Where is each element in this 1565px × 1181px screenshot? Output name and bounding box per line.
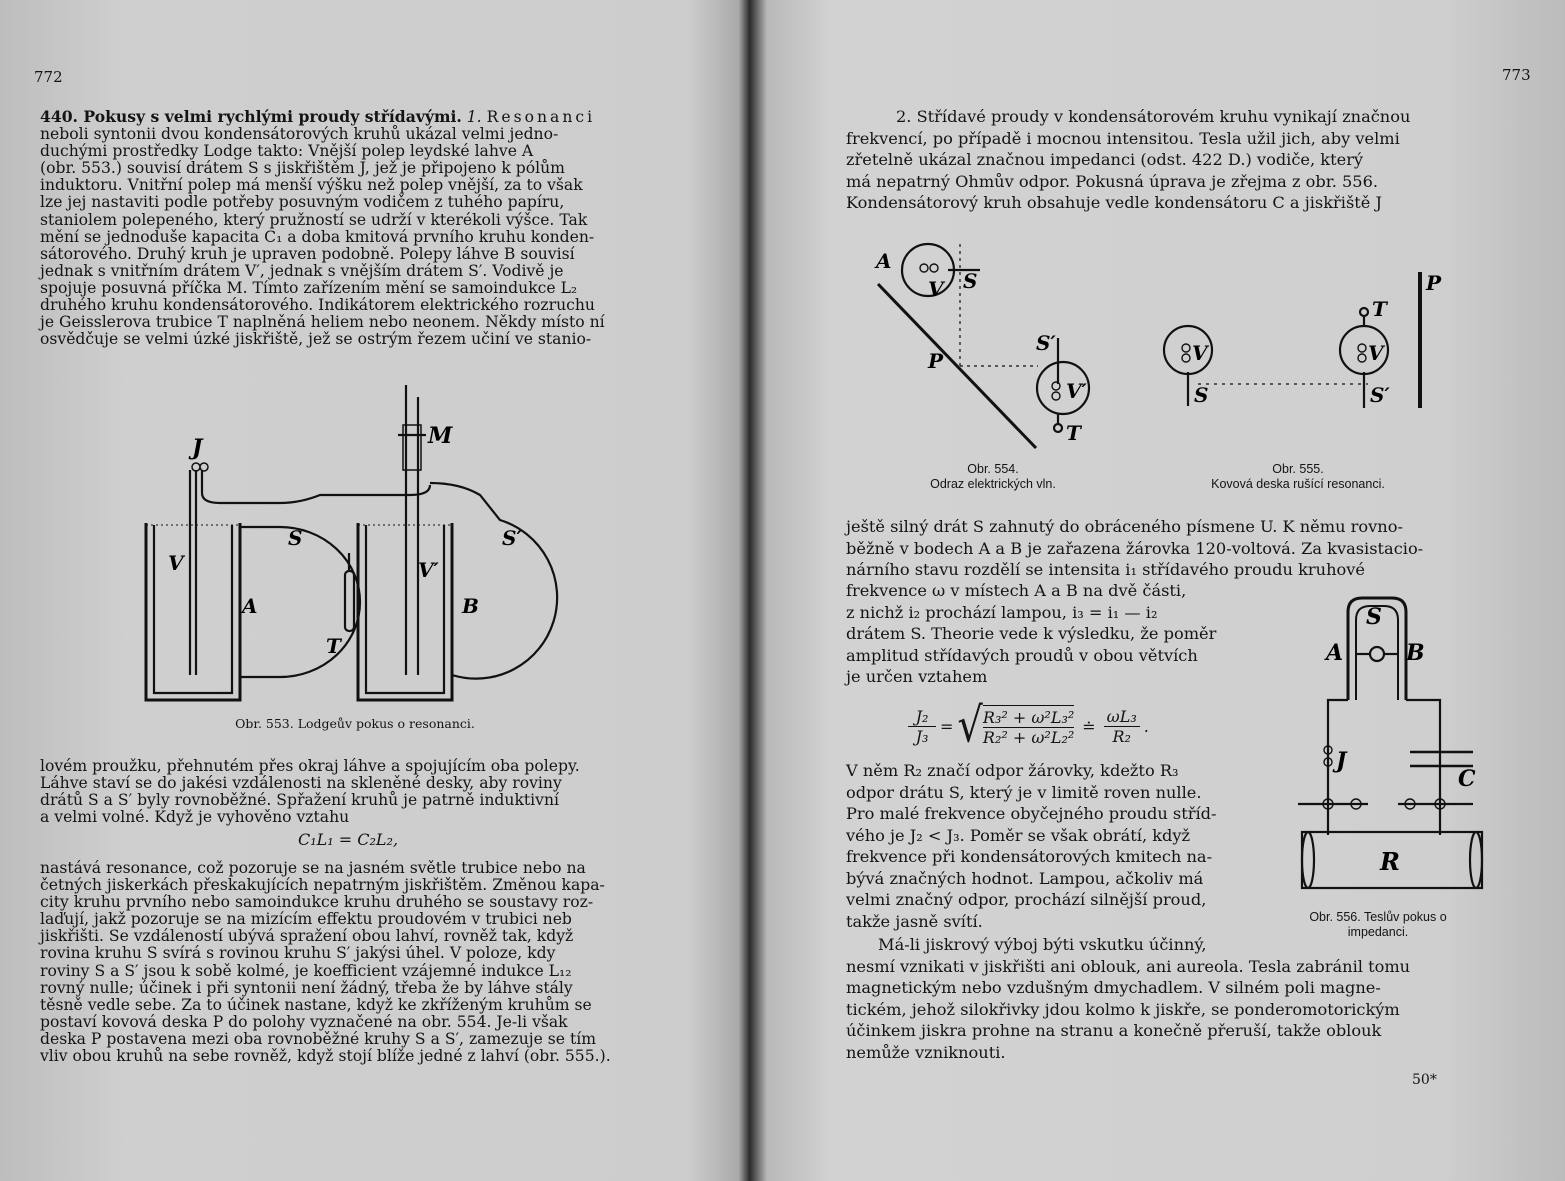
text-line: těsně vedle sebe. Za to účinek nastane, když ke zkříženým kruhům se xyxy=(40,995,592,1014)
text-line: nárního stavu rozdělí se intensita i₁ střídavého proudu kruhové xyxy=(846,560,1365,579)
text-line: duchými prostředky Lodge takto: Vnější polep leydské lahve A xyxy=(40,142,534,161)
text-line: tickém, jehož silokřivky jdou kolmo k jiskře, se ponderomotorickým xyxy=(846,999,1400,1019)
text-line: staniolem polepeného, který pružností se udrží v kterékoli výšce. Tak xyxy=(40,210,588,229)
label-B: B xyxy=(1406,640,1425,666)
text-line: Má-li jiskrový výboj býti vskutku účinný, xyxy=(878,935,1207,954)
text-line: z nichž i₂ prochází lampou, i₃ = i₁ — i₂ xyxy=(846,602,1158,622)
text-line: rovný nulle; účinek i při syntonii není žádný, třeba že by láhve stály xyxy=(40,978,573,997)
text-line: deska P postavena mezi oba rovnoběžné kruhy S a S′, zamezuje se tím xyxy=(40,1029,596,1048)
label-T: T xyxy=(1372,297,1387,321)
label-M: M xyxy=(428,423,453,449)
text-line: 2. Střídavé proudy v kondensátorovém kruhu vynikají značnou xyxy=(896,107,1411,126)
text-line: je Geisslerova trubice T naplněná heliem nebo neonem. Někdy místo ní xyxy=(40,313,605,332)
text-line: bývá značných hodnot. Lampou, ačkoliv má xyxy=(846,868,1204,888)
label-V-left: V xyxy=(1192,341,1208,365)
text-line: sátorového. Druhý kruh je upraven podobně. Polepy láhve B souvisí xyxy=(40,244,575,263)
text-line: drátů S a S′ byly rovnoběžné. Spřažení kruhů je patrně induktivní xyxy=(40,791,559,810)
text-line: velmi značný odpor, prochází silnější proud, xyxy=(846,890,1207,909)
label-V: V xyxy=(168,551,184,575)
label-S: S xyxy=(963,269,978,293)
text-line: ještě silný drát S zahnutý do obráceného písmene U. K němu rovno- xyxy=(846,517,1403,536)
label-V-right: V xyxy=(1368,341,1384,365)
text-line: vého je J₂ < J₃. Poměr se však obrátí, když xyxy=(846,825,1191,845)
label-P: P xyxy=(928,349,944,373)
paragraph-2 xyxy=(40,758,666,826)
text-line: druhého kruhu kondensátorového. Indikátorem elektrického rozruchu xyxy=(40,296,595,315)
text-line: nastává resonance, což pozoruje se na jasném světle trubice nebo na xyxy=(40,859,586,877)
text-line: spojuje posuvná příčka M. Tímto zařízením mění se samoindukce L₂ xyxy=(40,278,578,297)
section-440-text xyxy=(40,108,666,348)
text-line: neboli syntonii dvou kondensátorových kruhů ukázal velmi jedno- xyxy=(40,125,559,144)
text-line: jiskřišti. Se vzdáleností ubývá spražení obou lahví, rovněž tak, když xyxy=(40,927,574,946)
text-line: drátem S. Theorie vede k výsledku, že poměr xyxy=(846,624,1217,643)
text-line: frekvence ω v místech A a B na dvě části, xyxy=(846,581,1187,600)
label-V-prime: V′ xyxy=(1066,379,1087,403)
label-B: B xyxy=(462,594,479,618)
section-heading-line: 440. Pokusy s velmi rychlými proudy střídavými. 1. Resonanci xyxy=(40,107,596,126)
label-P: P xyxy=(1426,271,1442,295)
text-line: četných jiskerkách přeskakujících nepatrným jiskřištěm. Změnou kapa- xyxy=(40,876,605,895)
text-line: amplitud střídavých proudů v obou větvích xyxy=(846,645,1198,665)
figure-555-caption: Obr. 555. Kovová deska rušící resonanci. xyxy=(1211,462,1385,491)
text-line: Pro malé frekvence obyčejného proudu stříd- xyxy=(846,804,1217,823)
paragraph-u-wire-cont xyxy=(846,580,1276,688)
text-line: osvědčuje se velmi úzké jiskřiště, jež se ostrým řezem učiní ve stanio- xyxy=(40,330,592,349)
text-line: laďují, jakž pozoruje se na mizícím effektu proudovém v trubici neb xyxy=(40,910,572,929)
label-J: J xyxy=(192,435,203,461)
page-number-left: 772 xyxy=(34,68,63,86)
figure-556-tesla-impedance xyxy=(1298,590,1498,910)
text-line: lze jej nastaviti podle potřeby posuvným vodičem z tuhého papíru, xyxy=(40,193,565,212)
text-line: takže jasně svítí. xyxy=(846,911,983,931)
label-A: A xyxy=(876,249,892,273)
text-line: je určen vztahem xyxy=(846,667,988,686)
section-heading: 440. Pokusy s velmi rychlými proudy střídavými. xyxy=(40,107,462,126)
label-S-prime: S′ xyxy=(1036,331,1056,355)
text-line: odpor drátu S, který je v limitě roven nulle. xyxy=(846,782,1202,802)
label-T: T xyxy=(1066,421,1081,445)
paragraph-3 xyxy=(40,860,666,1065)
paragraph-spark xyxy=(846,934,1458,1063)
text-line: postaví kovová deska P do polohy vyznačené na obr. 554. Je-li však xyxy=(40,1012,568,1031)
label-S: S xyxy=(1194,383,1209,407)
label-S-prime: S′ xyxy=(1370,383,1390,407)
label-C: C xyxy=(1458,766,1476,792)
figure-553-lodge-apparatus xyxy=(130,375,560,715)
figure-553-caption: Obr. 553. Lodgeův pokus o resonanci. xyxy=(235,716,475,731)
text-line: mění se jednoduše kapacita C₁ a doba kmitová prvního kruhu konden- xyxy=(40,227,595,246)
text-line: jednak s vnitřním drátem V′, jednak s vnějším drátem S′. Vodivě je xyxy=(40,261,564,280)
label-A: A xyxy=(242,594,258,618)
formula-impedance: $\frac{\text{J₂}}{\text{J₃}}$ = √ R₃² + ω²L₃² R₂² + ω²L₂² ≐ ωL₃ R₂ . xyxy=(908,696,1149,756)
text-line: běžně v bodech A a B je zařazena žárovka 120-voltová. Za kvasistacio- xyxy=(846,538,1424,558)
text-line: frekvencí, po případě i mocnou intensitou. Tesla užil jich, aby velmi xyxy=(846,128,1400,148)
left-page xyxy=(0,0,748,1181)
text-line: (obr. 553.) souvisí drátem S s jiskřištěm J, jež je připojeno k pólům xyxy=(40,159,565,178)
text-line: účinkem jiskra prohne na stranu a konečně přeruší, takže oblouk xyxy=(846,1021,1382,1040)
text-line: vliv obou kruhů na sebe rovněž, když stojí blíže jedné z lahví (obr. 555.). xyxy=(40,1047,611,1066)
figure-556-caption: Obr. 556. Teslův pokus o impedanci. xyxy=(1309,910,1447,939)
label-S-prime: S′ xyxy=(502,526,522,550)
text-line: nesmí vznikati v jiskřišti ani oblouk, ani aureola. Tesla zabránil tomu xyxy=(846,956,1411,976)
label-S: S xyxy=(288,526,303,550)
text-line: nemůže vzniknouti. xyxy=(846,1042,1006,1062)
paragraph-u-wire xyxy=(846,516,1458,581)
label-A: A xyxy=(1326,640,1344,666)
text-line: rovina kruhu S svírá s rovinou kruhu S′ jakýsi úhel. V poloze, kdy xyxy=(40,944,556,963)
text-line: lovém proužku, přehnutém přes okraj láhve a spojujícím oba polepy. xyxy=(40,757,580,775)
text-line: roviny S a S′ jsou k sobě kolmé, je koefficient vzájemné indukce L₁₂ xyxy=(40,961,572,980)
text-line: Kondensátorový kruh obsahuje vedle kondensátoru C a jiskřiště J xyxy=(846,193,1382,212)
text-line: city kruhu prvního nebo samoindukce kruhu druhého se soustavy roz- xyxy=(40,893,594,912)
text-line: Láhve staví se do jakési vzdálenosti na skleněné desky, aby roviny xyxy=(40,774,562,793)
text-line: má nepatrný Ohmův odpor. Pokusná úprava je zřejma z obr. 556. xyxy=(846,171,1379,191)
text-line: a velmi volné. Když je vyhověno vztahu xyxy=(40,808,350,827)
label-J: J xyxy=(1336,748,1347,774)
label-T: T xyxy=(326,634,341,658)
figure-554-caption: Obr. 554. Odraz elektrických vln. xyxy=(930,462,1056,491)
section-2-text xyxy=(846,106,1458,214)
label-S: S xyxy=(1366,604,1382,630)
text-line: zřetelně ukázal značnou impedanci (odst. 422 D.) vodiče, který xyxy=(846,150,1364,169)
text-line: V něm R₂ značí odpor žárovky, kdežto R₃ xyxy=(846,761,1179,780)
figure-555-metal-plate xyxy=(1158,268,1448,418)
label-V-prime: V′ xyxy=(418,558,439,582)
formula-resonance: C₁L₁ = C₂L₂, xyxy=(298,830,399,849)
text-line: induktoru. Vnitřní polep má menší výšku než polep vnější, za to však xyxy=(40,176,583,195)
text-line: frekvence při kondensátorových kmitech na- xyxy=(846,847,1213,866)
page-number-right: 773 xyxy=(1502,66,1531,84)
right-page xyxy=(768,0,1565,1181)
signature-mark: 50* xyxy=(1412,1072,1437,1088)
paragraph-resistance xyxy=(846,760,1266,932)
text-line: magnetickým nebo vzdušným dmychadlem. V silném poli magne- xyxy=(846,978,1381,997)
label-V: V xyxy=(928,277,944,301)
figure-554-reflection xyxy=(868,238,1108,450)
label-R: R xyxy=(1380,847,1400,876)
